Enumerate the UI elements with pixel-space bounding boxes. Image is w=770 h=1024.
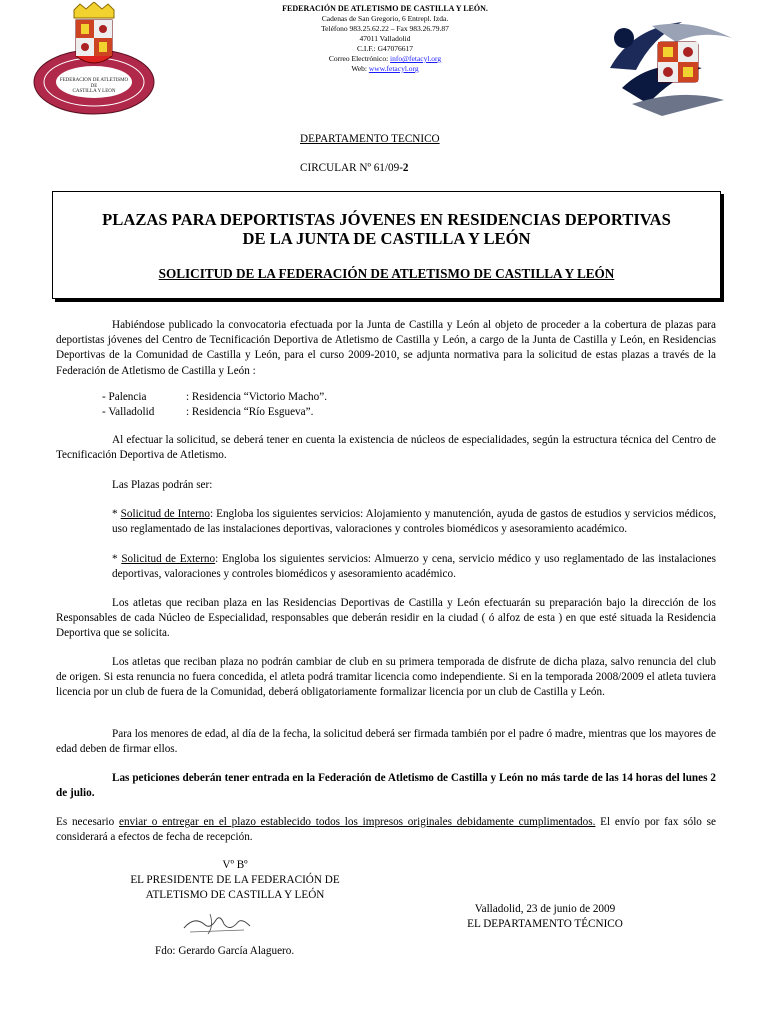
- originals-underlined: enviar o entregar en el plazo establecido todos los impresos originales debidamente cumplimentados.: [118, 816, 596, 828]
- circular-prefix: CIRCULAR Nº 61/09-: [300, 162, 403, 174]
- residence-city: - Palencia: [102, 391, 147, 403]
- department-signature-block: [440, 902, 650, 932]
- president-title-line1: EL PRESIDENTE DE LA FEDERACIÓN DE: [130, 874, 340, 886]
- left-logo: [30, 2, 158, 118]
- phone-fax: Teléfono 983.25.62.22 – Fax 983.26.79.87: [321, 24, 449, 33]
- circular-suffix: 2: [402, 162, 409, 174]
- externo-bullet: *: [112, 553, 122, 565]
- originals-end: El envío por fax sólo se considerará a efectos de fecha de recepción.: [56, 816, 716, 844]
- title-line2: DE LA JUNTA DE CASTILLA Y LEÓN: [242, 229, 531, 248]
- logo-text-line1: FEDERACION DE ATLETISMO: [59, 78, 129, 83]
- runner-logo-icon: [592, 8, 742, 120]
- minors-paragraph: Para los menores de edad, al día de la fecha, la solicitud deberá ser firmada también por el padre ó madre, mientras que los mayores de edad deben de firmar ellos.: [56, 728, 716, 756]
- web-line: [220, 64, 550, 74]
- email-label: Correo Electrónico:: [328, 54, 389, 63]
- address: Cadenas de San Gregorio, 6 Entrepl. Izda.: [321, 14, 449, 23]
- federation-crest-icon: [30, 2, 158, 118]
- department-heading: DEPARTAMENTO TECNICO: [300, 133, 440, 145]
- originals-paragraph: [56, 815, 716, 845]
- logo-text-line2: DE: [90, 83, 98, 89]
- subtitle: SOLICITUD DE LA FEDERACIÓN DE ATLETISMO DE CASTILLA Y LEÓN: [158, 266, 615, 281]
- residence-city: - Valladolid: [102, 406, 155, 418]
- residence-list: [102, 390, 327, 420]
- residence-item: [102, 405, 327, 420]
- org-name: FEDERACIÓN DE ATLETISMO DE CASTILLA Y LEÓN.: [282, 4, 488, 13]
- intro-paragraph: Habiéndose publicado la convocatoria efectuada por la Junta de Castilla y León al objeto de proceder a la cobertura de plazas para deportistas jóvenes del Centro de Tecnificación Deportiva de Atletismo de Castilla y León, a cargo de la Junta de Castilla y León, en Residencias Deportivas de la Comunidad de Castilla y León, para el curso 2009-2010, se adjunta normativa para la solicitud de estas plazas a través de la Federación de Atletismo de Castilla y León :: [56, 319, 716, 377]
- interno-item: [112, 507, 716, 537]
- nucleos-paragraph: Al efectuar la solicitud, se deberá tener en cuenta la existencia de núcleos de especialidades, según la estructura técnica del Centro de Tecnificación Deportiva de Atletismo.: [56, 434, 716, 462]
- department-signature: EL DEPARTAMENTO TÉCNICO: [467, 918, 623, 930]
- president-name: Fdo: Gerardo García Alaguero.: [155, 945, 295, 957]
- deadline-paragraph: Las peticiones deberán tener entrada en la Federación de Atletismo de Castilla y León no más tarde de las 14 horas del lunes 2 de julio.: [56, 772, 716, 800]
- letterhead: [220, 4, 550, 74]
- preparation-paragraph: Los atletas que reciban plaza en las Residencias Deportivas de Castilla y León efectuarán su preparación bajo la dirección de los Responsables de cada Núcleo de Especialidad, responsables que deberán residir en la ciudad ( ó alfoz de esta ) en que esté situada la Residencia Deportiva que se solicita.: [56, 597, 716, 640]
- email-line: [220, 54, 550, 64]
- circular-number: [300, 162, 409, 174]
- residence-name: : Residencia “Río Esgueva”.: [186, 406, 314, 418]
- president-title-line2: ATLETISMO DE CASTILLA Y LEÓN: [145, 889, 325, 901]
- externo-label: Solicitud de Externo: [121, 553, 216, 565]
- residence-item: [102, 390, 327, 405]
- interno-label: Solicitud de Interno: [120, 508, 210, 520]
- web-label: Web:: [351, 64, 367, 73]
- logo-text-line3: CASTILLA Y LEON: [72, 89, 116, 94]
- vb-label: Vº Bº: [222, 859, 248, 871]
- club-change-paragraph: Los atletas que reciban plaza no podrán cambiar de club en su primera temporada de disfrute de dicha plaza, salvo renuncia del club de origen. Si esta renuncia no fuera concedida, el atleta podrá tramitar licencia como independiente. Si en la temporada 2008/2009 el atleta tuviera licencia por un club de fuera de la Comunidad, deberá obligatoriamente formalizar licencia por un club de Castilla y León.: [56, 656, 716, 699]
- externo-text: : Engloba los siguientes servicios: Almuerzo y cena, servicio médico y uso reglamentado de las instalaciones deportivas, valoraciones y controles biomédicos y asesoramiento académico.: [112, 553, 716, 581]
- title-line1: PLAZAS PARA DEPORTISTAS JÓVENES EN RESIDENCIAS DEPORTIVAS: [102, 210, 671, 229]
- interno-text: : Engloba los siguientes servicios: Alojamiento y manutención, ayuda de gastos de estudios y servicios médicos, uso reglamentado de las instalaciones deportivas, valoraciones y controles biomédicos y asesoramiento académico.: [112, 508, 716, 536]
- web-link[interactable]: www.fetacyl.org: [368, 64, 419, 73]
- interno-bullet: *: [112, 508, 121, 520]
- residence-name: : Residencia “Victorio Macho”.: [186, 391, 327, 403]
- externo-item: [112, 552, 716, 582]
- president-block: [110, 858, 360, 903]
- originals-start: Es necesario: [56, 816, 119, 828]
- plazas-intro: Las Plazas podrán ser:: [112, 479, 213, 491]
- cif: C.I.F.: G47076617: [356, 44, 414, 53]
- place-date: Valladolid, 23 de junio de 2009: [474, 903, 616, 915]
- postal: 47011 Valladolid: [359, 34, 411, 43]
- handwritten-signature-icon: [180, 908, 260, 938]
- right-logo: [592, 8, 742, 120]
- title-box: [52, 191, 721, 299]
- email-link[interactable]: info@fetacyl.org: [390, 54, 442, 63]
